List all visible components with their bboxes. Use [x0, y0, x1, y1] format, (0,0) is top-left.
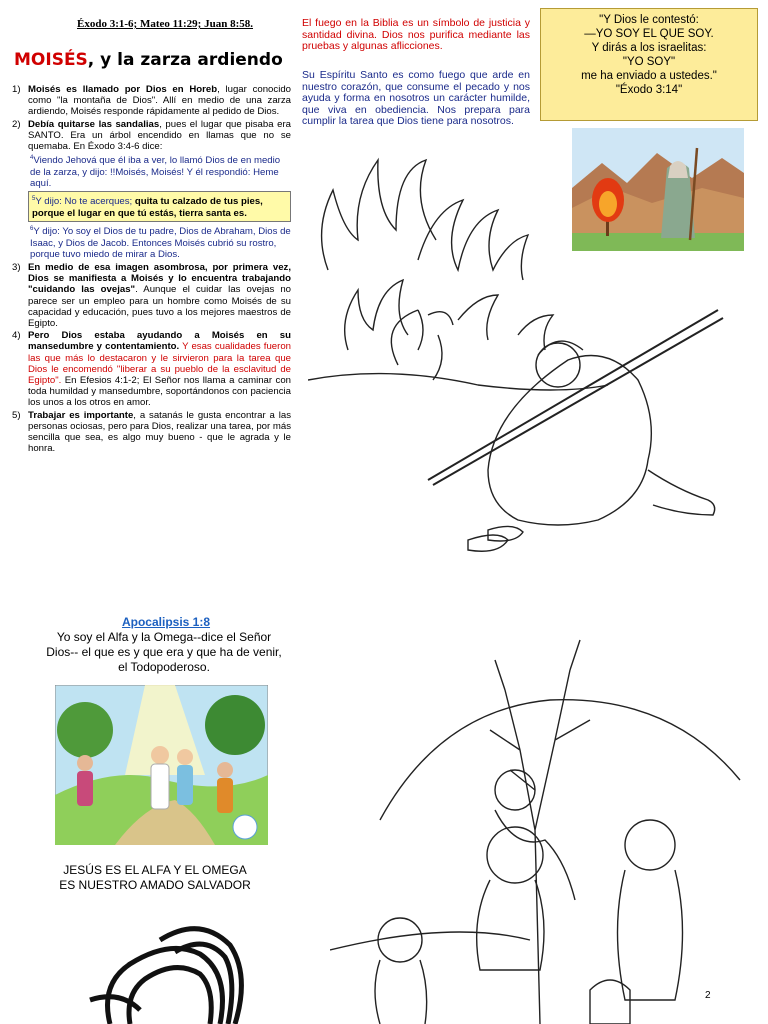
verse-6	[8, 224, 291, 260]
fire-symbol-text: El fuego en la Biblia es un símbolo de justicia y santidad divina. Dios nos purifica mediante las pruebas y algunas aflicciones.	[302, 17, 530, 53]
quote-line: me ha enviado a ustedes."	[581, 70, 717, 82]
quote-line: —YO SOY EL QUE SOY.	[584, 28, 714, 40]
item-4-bold: Pero Dios estaba ayudando a Moisés en su mansedumbre y contentamiento.	[28, 330, 291, 353]
moses-coloring-image	[308, 150, 728, 570]
verse-line: Dios-- el que es y que era y que ha de venir,	[46, 645, 282, 659]
quote-line: Y dirás a los israelitas:	[591, 42, 707, 54]
page-title	[14, 50, 294, 70]
list-item-4	[8, 330, 291, 408]
item-4-text: En Efesios 4:1-2; El Señor nos llama a caminar con toda humildad y mansedumbre, soportándonos con paciencia los unos a los otros en amor.	[28, 375, 291, 409]
item-1-bold: Moisés es llamado por Dios en Horeb	[28, 84, 218, 95]
item-1-text: , lugar conocido como "la montaña de Dios". Allí en medio de una zarza ardiendo, Moisés responde rápidamente al pedido de Dios.	[28, 84, 291, 118]
verse-number: 6	[30, 226, 34, 233]
page-number: 2	[705, 990, 711, 1001]
apocalipsis-verse	[14, 630, 314, 675]
item-number: 1)	[12, 84, 21, 95]
quote-line: "Éxodo 3:14"	[615, 84, 683, 96]
item-number: 3)	[12, 262, 21, 273]
list-item-1	[8, 84, 291, 118]
title-rest: , y la zarza ardiendo	[87, 50, 283, 70]
item-3-text: . Aunque el cuidar las ovejas no parece ser un empleo para un hombre como Moisés de su capacidad y educación, pues tuvo a los mejores maestros de Egipto.	[28, 284, 291, 330]
scripture-reference: Éxodo 3:1-6; Mateo 11:29; Juan 8:58.	[77, 18, 253, 30]
item-5-text: , a satanás le gusta encontrar a las personas ociosas, pero para Dios, realizar una tarea, por más sencilla que sea, es algo muy bueno - que le agrada y le honra.	[28, 409, 291, 455]
list-item-3	[8, 262, 291, 329]
title-moises: MOISÉS	[14, 50, 88, 70]
verse-4-text: Viendo Jehová que él iba a ver, lo llamó Dios de en medio de la zarza, y dijo: !!Moisés, Moisés! Y él respondió: Heme aquí.	[30, 155, 281, 189]
item-3-bold: En medio de esa imagen asombrosa, por primera vez, Dios se manifiesta a Moisés y lo encuentra trabajando "cuidando las ovejas"	[28, 262, 291, 296]
holy-spirit-text: Su Espíritu Santo es como fuego que arde en nuestro corazón, que consume el pecado y nos ayuda y forma en nosotros un carácter humilde, que viva en obediencia. Nos prepara para cumplir la tarea que Dios tiene para nosotros.	[302, 69, 530, 128]
verse-5-bold: quita tu calzado de tus pies, porque el lugar en que tú estás, tierra santa es.	[32, 196, 263, 220]
list-item-2	[8, 119, 291, 153]
item-2-bold: Debía quitarse las sandalias	[28, 118, 160, 130]
caption-line: JESÚS ES EL ALFA Y EL OMEGA	[63, 863, 247, 877]
verse-5-highlight	[28, 191, 291, 222]
quote-line: "Y Dios le contestó:	[599, 14, 699, 26]
verse-4	[8, 153, 291, 189]
exodus-quote-box	[540, 8, 758, 121]
item-5-bold: Trabajar es importante	[28, 409, 134, 421]
verse-number: 5	[32, 196, 36, 203]
verse-line: el Todopoderoso.	[118, 660, 210, 674]
verse-number: 4	[30, 155, 34, 162]
jesus-caption	[20, 863, 290, 893]
list-item-5	[8, 410, 291, 455]
quote-line: "YO SOY"	[622, 56, 676, 68]
caption-line: ES NUESTRO AMADO SALVADOR	[59, 878, 251, 892]
item-4-red: Y esas cualidades fueron las que más lo destacaron y le sirvieron para la tarea que Dios le encomendó "liberar a su pueblo de la esclavitud de Egipto".	[28, 341, 291, 387]
lesson-points	[8, 84, 291, 455]
item-number: 2)	[12, 118, 21, 130]
sandal-coloring-image	[70, 920, 320, 1024]
item-number: 5)	[12, 409, 21, 421]
item-2-text: , pues el lugar que pisaba era SANTO. Era un árbol encendido en llamas que no se quemaba. En Éxodo 3:4-6 dice:	[28, 118, 291, 153]
kids-planting-tree-coloring-image	[330, 630, 750, 1024]
apocalipsis-link[interactable]: Apocalipsis 1:8	[121, 615, 211, 629]
verse-5-plain: Y dijo: No te acerques;	[35, 196, 133, 208]
item-number: 4)	[12, 330, 21, 342]
jesus-color-image	[55, 685, 268, 845]
verse-6-text: Y dijo: Yo soy el Dios de tu padre, Dios de Abraham, Dios de Isaac, y Dios de Jacob. Entonces Moisés cubrió su rostro, porque tuvo miedo de mirar a Dios.	[30, 226, 291, 260]
verse-line: Yo soy el Alfa y la Omega--dice el Señor	[56, 630, 272, 644]
